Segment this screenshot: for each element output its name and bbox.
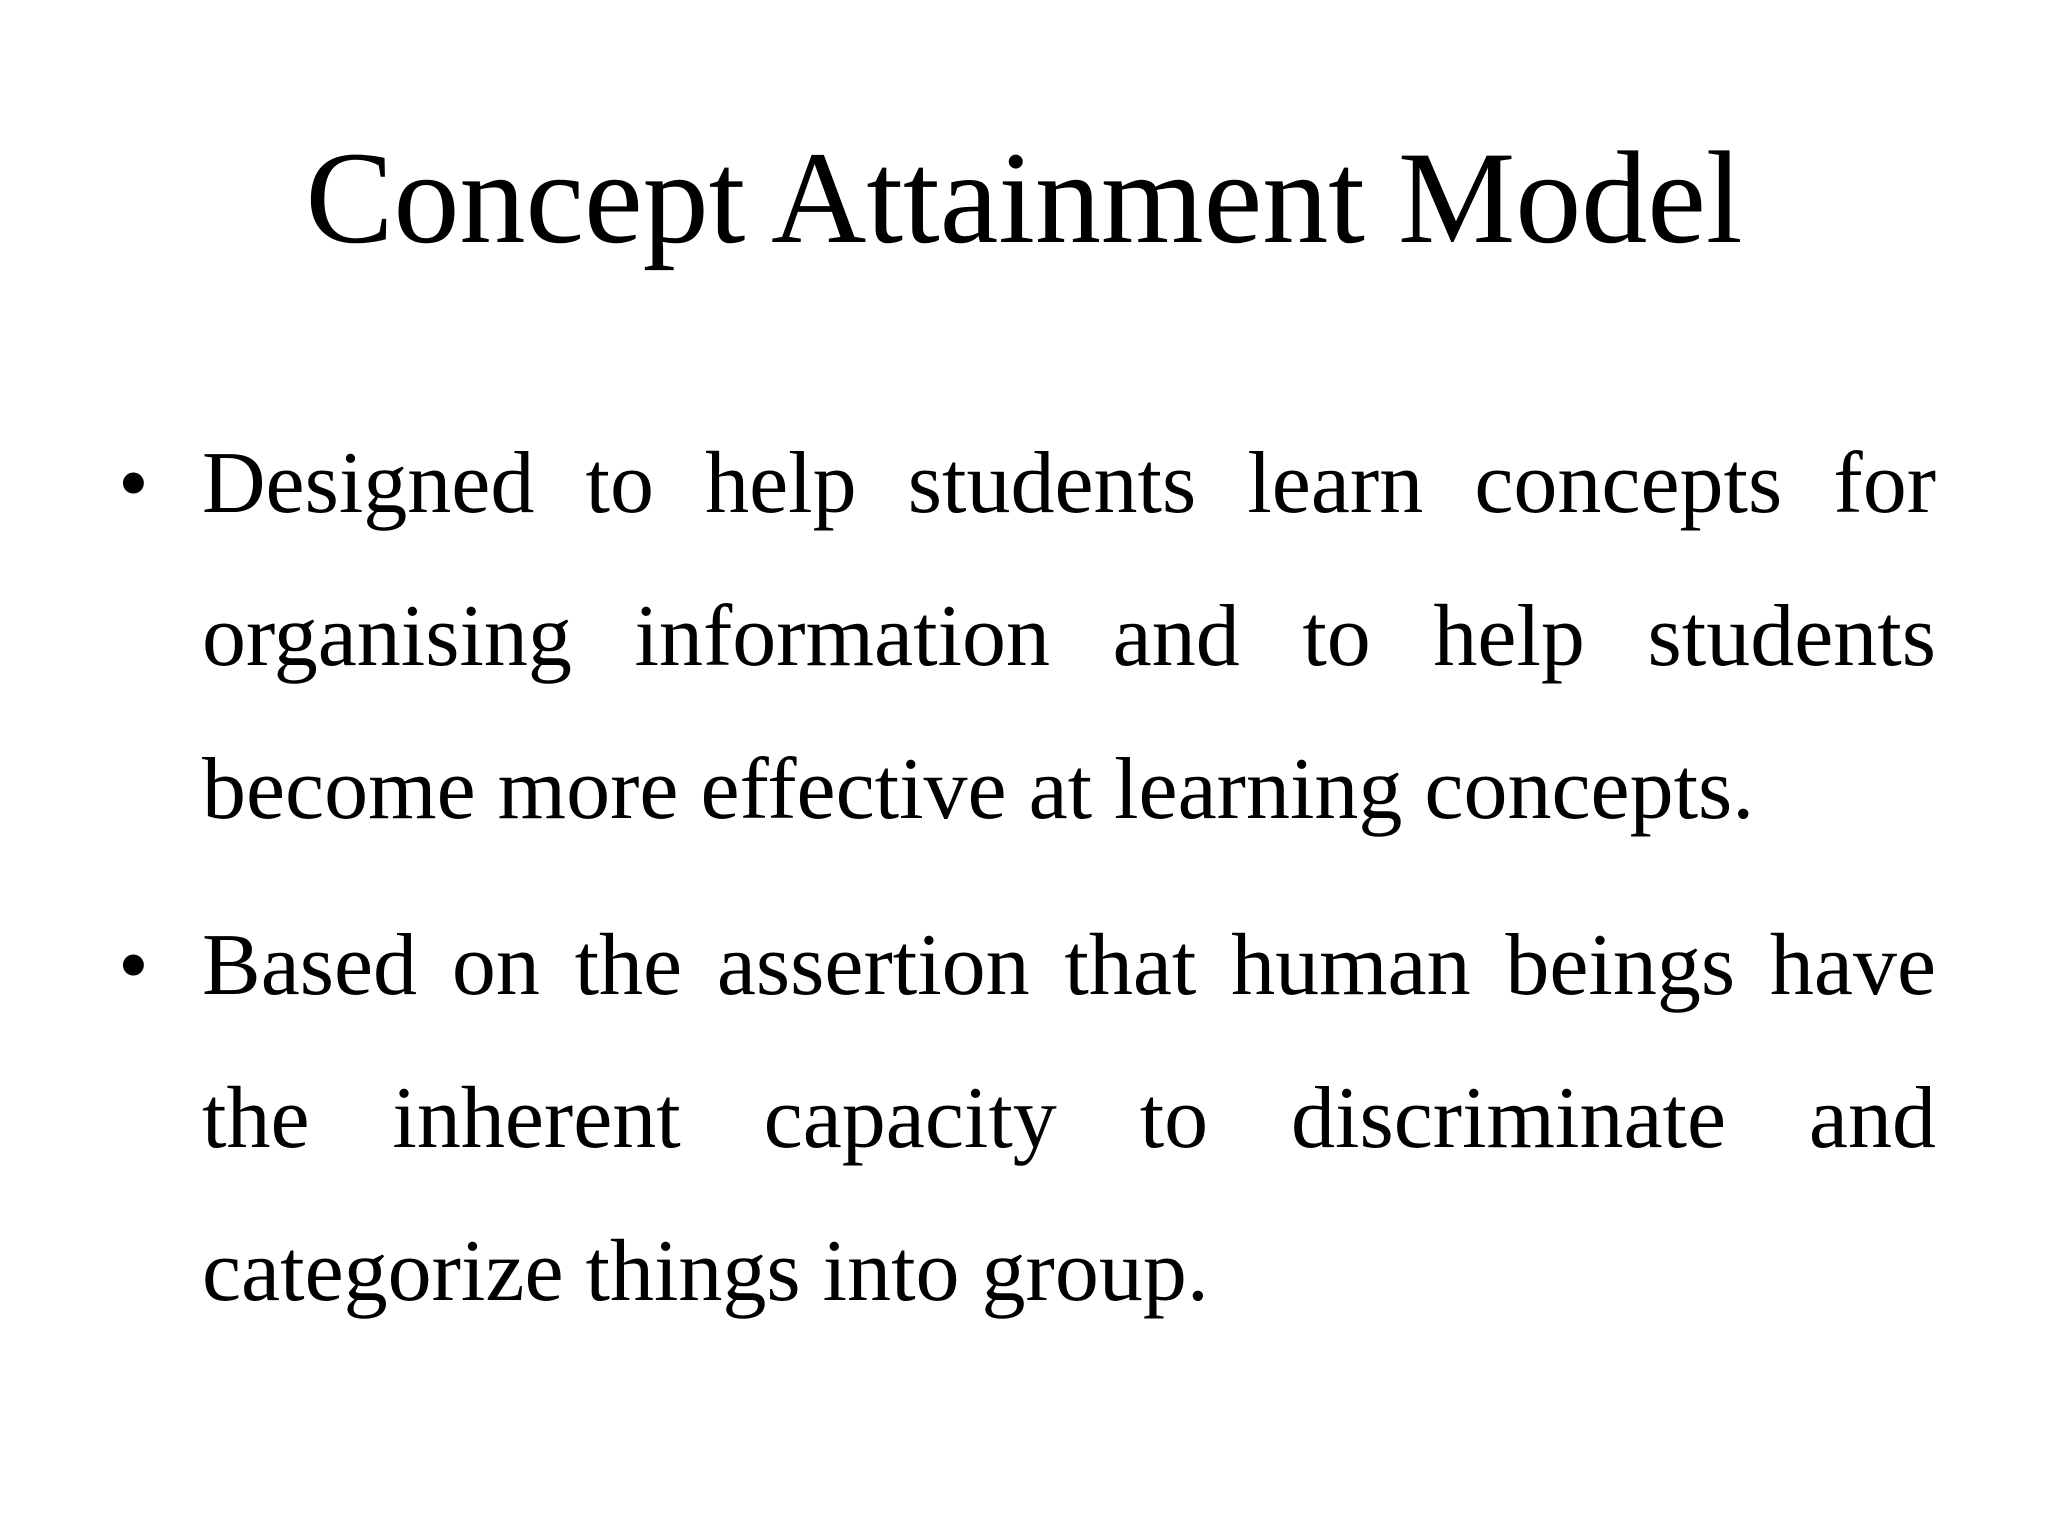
bullet-item	[118, 407, 1936, 866]
bullet-marker: •	[118, 435, 149, 532]
bullet-text: Designed to help students learn concepts for organising information and to help students become more effective at learning concepts.	[202, 435, 1936, 838]
slide-title: Concept Attainment Model	[305, 124, 1743, 271]
bullet-item	[118, 889, 1936, 1348]
bullet-text: Based on the assertion that human beings have the inherent capacity to discriminate and categorize things into group.	[202, 917, 1936, 1320]
bullet-marker: •	[118, 917, 149, 1014]
bullet-list	[118, 407, 1936, 1371]
